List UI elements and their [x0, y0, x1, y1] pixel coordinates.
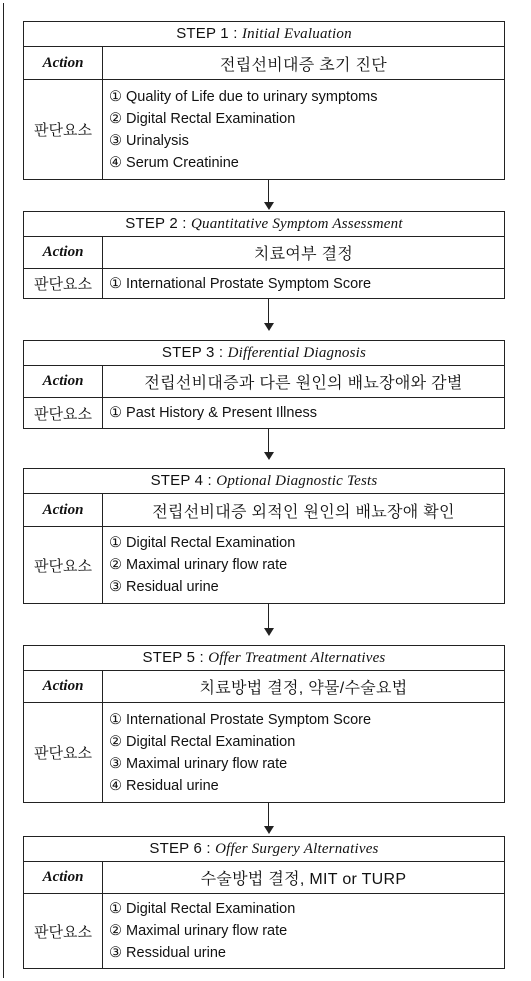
list-item: ④ Serum Creatinine: [109, 154, 239, 171]
step-1-box: [23, 21, 505, 180]
list-item: ③ Ressidual urine: [109, 945, 226, 961]
step-3-title: STEP 3 : Differential Diagnosis: [24, 341, 504, 366]
step-4-action: 전립선비대증 외적인 원인의 배뇨장애 확인: [152, 503, 455, 521]
step-3-action-row: [24, 366, 504, 398]
factor-label: 판단요소: [24, 80, 103, 179]
step-2-action: 치료여부 결정: [253, 246, 354, 263]
list-item: ④ Residual urine: [109, 777, 219, 794]
list-item: ② Digital Rectal Examination: [109, 110, 296, 127]
action-label: Action: [24, 47, 103, 79]
step-5-title: STEP 5 : Offer Treatment Alternatives: [24, 646, 504, 671]
step-6-items: [103, 894, 504, 968]
step-6-action-row: [24, 862, 504, 894]
list-item: ① International Prostate Symptom Score: [109, 711, 372, 728]
list-item: ③ Maximal urinary flow rate: [109, 755, 288, 772]
list-item: ② Digital Rectal Examination: [109, 733, 296, 750]
action-label: Action: [24, 366, 103, 397]
step-2-action-row: [24, 237, 504, 269]
step-2-factor-row: [24, 269, 504, 298]
list-item: ① Digital Rectal Examination: [109, 535, 296, 551]
step-1-factor-row: [24, 80, 504, 179]
list-item: ② Maximal urinary flow rate: [109, 923, 288, 939]
list-item: ③ Residual urine: [109, 579, 219, 595]
step-4-factor-row: [24, 527, 504, 603]
step-6-action: 수술방법 결정, MIT or TURP: [200, 871, 407, 888]
list-item: ① Past History & Present Illness: [109, 405, 318, 421]
step-4-box: [23, 468, 505, 604]
list-item: ③ Urinalysis: [109, 132, 189, 149]
step-5-box: [23, 645, 505, 803]
step-5-items: [103, 703, 504, 802]
factor-label: 판단요소: [24, 398, 103, 428]
step-4-title: STEP 4 : Optional Diagnostic Tests: [24, 469, 504, 494]
action-label: Action: [24, 862, 103, 893]
flow-arrow: [263, 803, 275, 834]
factor-label: 판단요소: [24, 269, 103, 298]
step-2-items: [103, 269, 504, 298]
step-2-box: [23, 211, 505, 299]
factor-label: 판단요소: [24, 703, 103, 802]
step-3-factor-row: [24, 398, 504, 428]
step-6-box: [23, 836, 505, 969]
step-1-action-row: [24, 47, 504, 80]
factor-label: 판단요소: [24, 894, 103, 968]
step-5-factor-row: [24, 703, 504, 802]
step-5-action-row: [24, 671, 504, 703]
step-4-action-row: [24, 494, 504, 527]
action-label: Action: [24, 671, 103, 702]
step-6-factor-row: [24, 894, 504, 968]
list-item: ① Quality of Life due to urinary symptoms: [109, 88, 378, 105]
step-3-box: [23, 340, 505, 429]
action-label: Action: [24, 494, 103, 526]
list-item: ① International Prostate Symptom Score: [109, 275, 372, 292]
step-5-action: 치료방법 결정, 약물/수술요법: [199, 680, 408, 697]
step-6-title: STEP 6 : Offer Surgery Alternatives: [24, 837, 504, 862]
page-border-line: [3, 3, 4, 978]
step-2-title: STEP 2 : Quantitative Symptom Assessment: [24, 212, 504, 237]
flow-arrow: [263, 299, 275, 331]
step-4-items: [103, 527, 504, 603]
action-label: Action: [24, 237, 103, 268]
list-item: ① Digital Rectal Examination: [109, 901, 296, 917]
flow-arrow: [263, 429, 275, 460]
flow-arrow: [263, 604, 275, 636]
step-3-action: 전립선비대증과 다른 원인의 배뇨장애와 감별: [144, 375, 463, 392]
step-1-action: 전립선비대증 초기 진단: [219, 56, 388, 74]
step-1-title: STEP 1 : Initial Evaluation: [24, 22, 504, 47]
step-3-items: [103, 398, 504, 428]
factor-label: 판단요소: [24, 527, 103, 603]
list-item: ② Maximal urinary flow rate: [109, 557, 288, 573]
flow-arrow: [263, 180, 275, 210]
step-1-items: [103, 80, 504, 179]
